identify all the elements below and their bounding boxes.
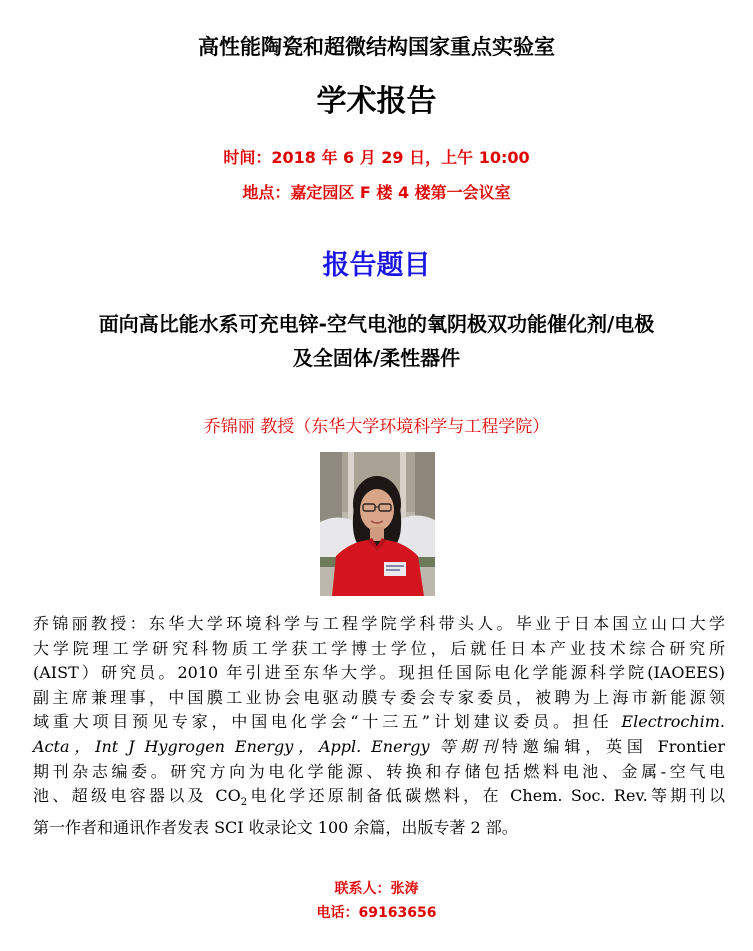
topic-title: [0, 307, 753, 375]
bio-line: [33, 735, 725, 760]
speaker-biography: [33, 612, 725, 841]
speaker-name: 乔锦丽 教授（东华大学环境科学与工程学院）: [203, 417, 550, 437]
speaker-photo: [320, 452, 435, 596]
bio-line: (AIST）研究员。2010 年引进至东华大学。现担任国际电化学能源科学院(IAOEES): [33, 663, 725, 683]
bio-line: 期刊杂志编委。研究方向为电化学能源、转换和存储包括燃料电池、金属-空气电: [33, 761, 725, 781]
event-time: 时间：2018 年 6 月 29 日，上午 10:00: [223, 148, 530, 167]
bio-line: 副主席兼理事，中国膜工业协会电驱动膜专委会专家委员，被聘为上海市新能源领: [33, 687, 725, 707]
event-location: 地点：嘉定园区 F 楼 4 楼第一会议室: [242, 183, 511, 202]
bio-line: 大学院理工学研究科物质工学获工学博士学位，后就任日本产业技术综合研究所: [33, 638, 725, 658]
bio-line: [33, 710, 725, 735]
bio-text: 特邀编辑，英国 Frontier: [501, 736, 725, 756]
bio-text: 域重大项目预见专家，中国电化学会“十三五”计划建议委员。担任: [33, 712, 613, 732]
bio-line: 乔锦丽教授：东华大学环境科学与工程学院学科带头人。毕业于日本国立山口大学: [33, 614, 725, 633]
subscript: 2: [240, 797, 248, 809]
bio-line: [33, 784, 725, 816]
bio-text: 池、超级电容器以及 CO: [33, 786, 241, 806]
bio-line: 第一作者和通讯作者发表 SCI 收录论文 100 余篇，出版专著 2 部。: [33, 817, 518, 837]
topic-heading: 报告题目: [322, 250, 431, 281]
bio-text: 电化学还原制备低碳燃料，在 Chem. Soc. Rev.等期刊以: [247, 786, 725, 806]
journal-name: Electrochim.: [621, 712, 725, 732]
report-title: 学术报告: [316, 84, 437, 119]
contact-person: 联系人：张涛: [334, 881, 419, 897]
lab-name: 高性能陶瓷和超微结构国家重点实验室: [198, 35, 555, 59]
topic-title-line-2: 及全固体/柔性器件: [292, 346, 461, 370]
journal-names: Acta，Int J Hygrogen Energy，Appl. Energy 等期刊: [33, 736, 502, 756]
topic-title-line-1: 面向高比能水系可充电锌-空气电池的氧阴极双功能催化剂/电极: [98, 312, 655, 336]
contact-phone: 电话：69163656: [316, 905, 437, 921]
